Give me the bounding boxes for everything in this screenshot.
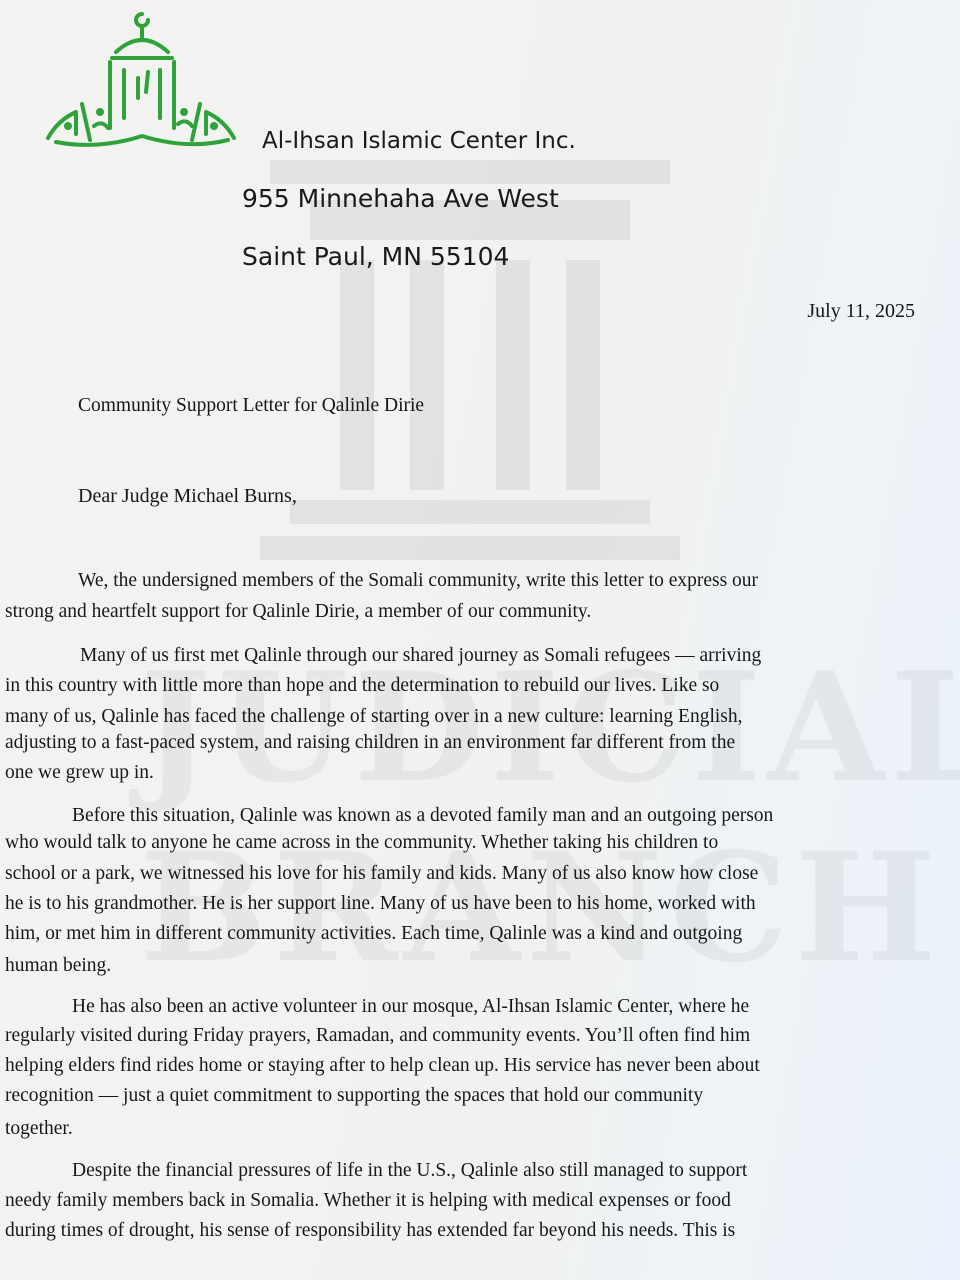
organization-name: Al-Ihsan Islamic Center Inc.	[262, 128, 576, 154]
paragraph-1-line-1: We, the undersigned members of the Somali community, write this letter to express our	[78, 570, 759, 591]
organization-city-state-zip: Saint Paul, MN 55104	[242, 242, 510, 271]
paragraph-1-line-2: strong and heartfelt support for Qalinle Dirie, a member of our community.	[5, 601, 592, 622]
paragraph-4-line-5: together.	[5, 1118, 73, 1139]
paragraph-2-line-4: adjusting to a fast-paced system, and raising children in an environment far different from the	[5, 732, 736, 753]
paragraph-3-line-4: he is to his grandmother. He is her support line. Many of us have been to his home, worked with	[5, 893, 756, 914]
mosque-dome-calligraphy-logo	[38, 8, 244, 150]
paragraph-5-line-1: Despite the financial pressures of life in the U.S., Qalinle also still managed to support	[72, 1160, 748, 1181]
paragraph-4-line-2: regularly visited during Friday prayers, Ramadan, and community events. You’ll often find him	[5, 1025, 751, 1046]
paragraph-2-line-1: Many of us first met Qalinle through our shared journey as Somali refugees — arriving	[80, 645, 762, 666]
paragraph-4-line-3: helping elders find rides home or staying after to help clean up. His service has never been about	[5, 1055, 760, 1076]
paragraph-5-line-3: during times of drought, his sense of responsibility has extended far beyond his needs. This is	[5, 1220, 736, 1241]
building-emblem-watermark	[250, 150, 690, 570]
paragraph-3-line-5: him, or met him in different community activities. Each time, Qalinle was a kind and outgoing	[5, 923, 743, 944]
letter-salutation: Dear Judge Michael Burns,	[78, 485, 297, 507]
paragraph-5-line-2: needy family members back in Somalia. Whether it is helping with medical expenses or food	[5, 1190, 731, 1211]
paragraph-2-line-5: one we grew up in.	[5, 762, 154, 783]
paragraph-4-line-1: He has also been an active volunteer in our mosque, Al-Ihsan Islamic Center, where he	[72, 996, 750, 1017]
paragraph-3-line-3: school or a park, we witnessed his love for his family and kids. Many of us also know how close	[5, 863, 759, 884]
paragraph-2-line-3: many of us, Qalinle has faced the challenge of starting over in a new culture: learning English,	[5, 706, 743, 727]
paragraph-3-line-2: who would talk to anyone he came across in the community. Whether taking his children to	[5, 832, 719, 853]
paragraph-3-line-6: human being.	[5, 955, 112, 976]
paragraph-2-line-2: in this country with little more than hope and the determination to rebuild our lives. Like so	[5, 675, 720, 696]
organization-street-address: 955 Minnehaha Ave West	[242, 184, 559, 213]
paragraph-4-line-4: recognition — just a quiet commitment to supporting the spaces that hold our community	[5, 1085, 704, 1106]
letter-subject: Community Support Letter for Qalinle Dirie	[78, 395, 425, 416]
letter-date: July 11, 2025	[807, 300, 915, 322]
paragraph-3-line-1: Before this situation, Qalinle was known as a devoted family man and an outgoing person	[72, 805, 774, 826]
